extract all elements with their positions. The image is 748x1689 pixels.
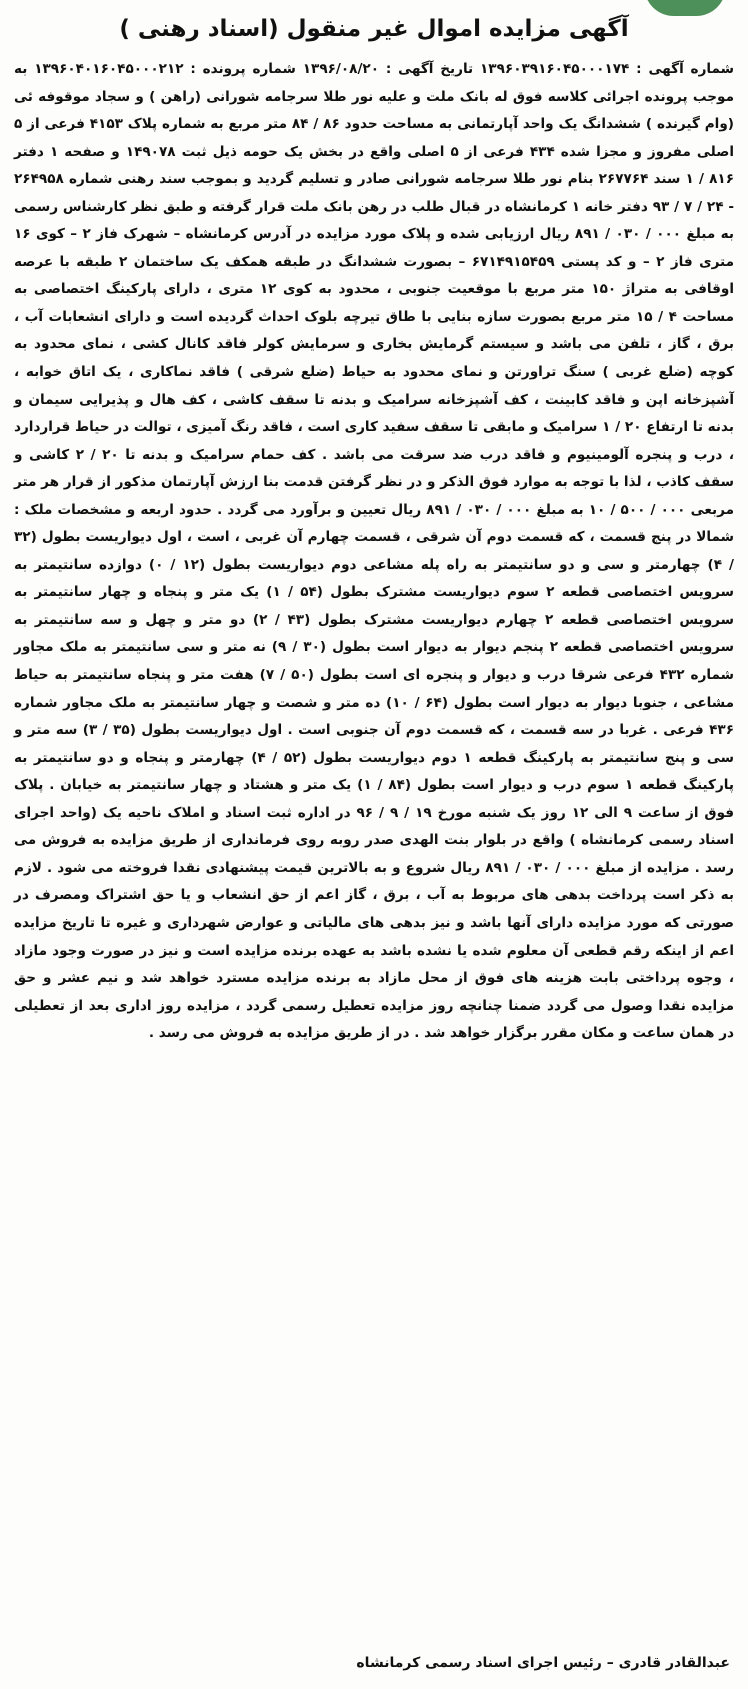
notice-signature: عبدالقادر قادری – رئیس اجرای اسناد رسمی کرمانشاه	[356, 1655, 730, 1671]
notice-body: شماره آگهی : ۱۳۹۶۰۳۹۱۶۰۴۵۰۰۰۱۷۴ تاریخ آگهی : ۱۳۹۶/۰۸/۲۰ شماره پرونده : ۱۳۹۶۰۴۰۱۶۰۴۵۰۰۰۲۱۲ به موجب پرونده اجرائی کلاسه فوق له بانک ملت و علیه نور طلا سرجامه شورانی (راهن ) و سجاد موقوفه ئی (وام گیرنده ) ششدانگ یک واحد آپارتمانی به مساحت حدود ۸۶ / ۸۴ متر مربع به شماره پلاک ۴۱۵۳ فرعی از ۵ اصلی مفروز و مجزا شده ۴۳۴ فرعی از ۵ اصلی واقع در بخش یک حومه ذیل ثبت ۱۴۹۰۷۸ و صفحه ۱ دفتر ۸۱۶ / ۱ سند ۲۶۷۷۶۴ بنام نور طلا سرجامه شورانی صادر و تسلیم گردید و بموجب سند رهنی شماره ۲۶۴۹۵۸ - ۲۴ / ۷ / ۹۳ دفتر خانه ۱ کرمانشاه در قبال طلب در رهن بانک ملت قرار گرفته و طبق نظر کارشناس رسمی به مبلغ ۰۰۰ / ۰۳۰ / ۸۹۱ ریال ارزیابی شده و پلاک مورد مزایده در آدرس کرمانشاه – شهرک فاز ۲ – کوی ۱۶ متری فاز ۲ – و کد پستی ۶۷۱۴۹۱۵۴۵۹ – بصورت ششدانگ در طبقه همکف یک ساختمان ۲ طبقه با عرصه اوقافی به متراژ ۱۵۰ متر مربع با موقعیت جنوبی ، محدود به کوی ۱۲ متری ، دارای پارکینگ اختصاصی به مساحت ۴ / ۱۵ متر مربع بصورت سازه بنایی با طاق تیرچه بلوک احداث گردیده است و دارای انشعابات آب ، برق ، گاز ، تلفن می باشد و سیستم گرمایش بخاری و سرمایش کولر فاقد کانال کشی ، نمای محدود به کوچه (ضلع غربی ) سنگ تراورتن و نمای محدود به حیاط (ضلع شرقی ) فاقد نماکاری ، یک اتاق خوابه ، آشپزخانه اپن و فاقد کابینت ، کف آشپزخانه سرامیک و بدنه تا سقف کاشی ، کف هال و پذیرایی سیمان و بدنه تا ارتفاع ۲۰ / ۱ سرامیک و مابقی تا سقف سفید کاری است ، فاقد رنگ آمیزی ، توالت در حیاط قراردارد ، درب و پنجره آلومینیوم و فاقد درب ضد سرقت می باشد . کف حمام سرامیک و بدنه تا ۲۰ / ۲ کاشی و سقف کاذب ، لذا با توجه به موارد فوق الذکر و در نظر گرفتن قدمت بنا ارزش آپارتمان مذکور از قرار هر متر مربعی ۰۰۰ / ۵۰۰ / ۱۰ به مبلغ ۰۰۰ / ۰۳۰ / ۸۹۱ ریال تعیین و برآورد می گردد . حدود اربعه و مشخصات ملک : شمالا در پنج قسمت ، که قسمت دوم آن شرقی ، قسمت چهارم آن غربی ، است ، اول دیواریست بطول (۳۲ / ۴) چهارمتر و سی و دو سانتیمتر به راه پله مشاعی دوم دیواریست بطول (۱۲ / ۰) دوازده سانتیمتر به سرویس اختصاصی قطعه ۲ سوم دیواریست مشترک بطول (۵۴ / ۱) یک متر و پنجاه و چهار سانتیمتر به سرویس اختصاصی قطعه ۲ چهارم دیواریست مشترک بطول (۴۳ / ۲) دو متر و چهل و سه سانتیمتر به سرویس اختصاصی قطعه ۲ پنجم دیوار به دیوار است بطول (۳۰ / ۹) نه متر و سی سانتیمتر به ملک مجاور شماره ۴۳۲ فرعی شرقا درب و دیوار و پنجره ای است بطول (۵۰ / ۷) هفت متر و پنجاه سانتیمتر به حیاط مشاعی ، جنوبا دیوار به دیوار است بطول (۶۴ / ۱۰) ده متر و شصت و چهار سانتیمتر به ملک مجاور شماره ۴۳۶ فرعی . غربا در سه قسمت ، که قسمت دوم آن جنوبی است . اول دیواریست بطول (۳۵ / ۳) سه متر و سی و پنج سانتیمتر به پارکینگ قطعه ۱ دوم دیواریست بطول (۵۲ / ۴) چهارمتر و پنجاه و دو سانتیمتر به پارکینگ قطعه ۱ سوم درب و دیوار است بطول (۸۴ / ۱) یک متر و هشتاد و چهار سانتیمتر به خیابان . پلاک فوق از ساعت ۹ الی ۱۲ روز یک شنبه مورخ ۱۹ / ۹ / ۹۶ در اداره ثبت اسناد و املاک ناحیه یک (واحد اجرای اسناد رسمی کرمانشاه ) واقع در بلوار بنت الهدی صدر روبه روی فرمانداری از طریق مزایده به فروش می رسد . مزایده از مبلغ ۰۰۰ / ۰۳۰ / ۸۹۱ ریال شروع و به بالاترین قیمت پیشنهادی نقدا فروخته می شود . لازم به ذکر است پرداخت بدهی های مربوط به آب ، برق ، گاز اعم از حق انشعاب و یا حق اشتراک ومصرف در صورتی که مورد مزایده دارای آنها باشد و نیز بدهی های مالیاتی و عوارض شهرداری و غیره تا تاریخ مزایده اعم از اینکه رقم قطعی آن معلوم شده یا نشده باشد به عهده برنده مزایده است و نیز در صورت وجود مازاد ، وجوه پرداختی بابت هزینه های فوق از محل مازاد به برنده مزایده مسترد خواهد شد و نیم عشر و حق مزایده نقدا وصول می گردد ضمنا چنانچه روز مزایده تعطیل رسمی گردد ، مزایده روز اداری بعد از تعطیلی در همان ساعت و مکان مقرر برگزار خواهد شد . در از طریق مزایده به فروش می رسد .	[14, 61, 735, 1042]
notice-title: آگهی مزایده اموال غیر منقول (اسناد رهنی )	[119, 16, 629, 42]
